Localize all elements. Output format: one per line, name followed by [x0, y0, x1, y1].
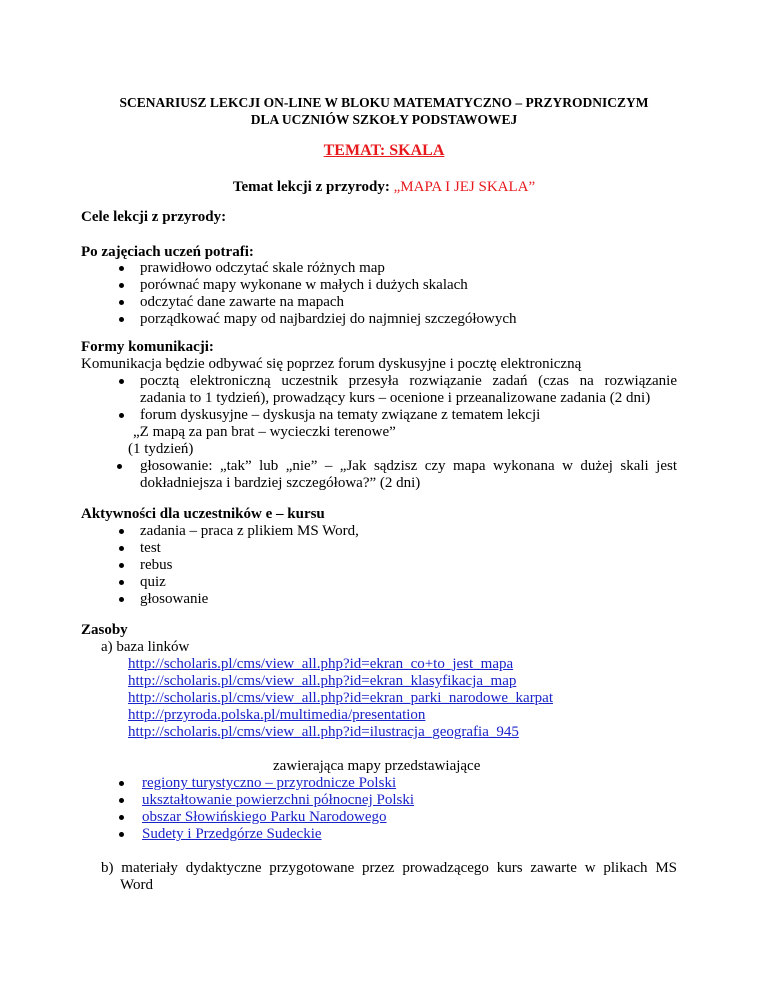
- map-link[interactable]: ukształtowanie powierzchni północnej Polski: [142, 792, 415, 808]
- bullet-icon: [119, 300, 124, 305]
- lesson-topic-line: [0, 178, 768, 196]
- activity-item: zadania – praca z plikiem MS Word,: [140, 523, 359, 539]
- map-link[interactable]: Sudety i Przedgórze Sudeckie: [142, 826, 322, 842]
- bullet-icon: [119, 563, 124, 568]
- communication-item-email-line-1: pocztą elektroniczną uczestnik przesyła rozwiązanie zadań (czas na rozwiązanie: [140, 373, 677, 389]
- resource-link[interactable]: http://przyroda.polska.pl/multimedia/presentation: [128, 707, 426, 723]
- bullet-icon: [119, 283, 124, 288]
- activities-heading: Aktywności dla uczestników e – kursu: [81, 506, 325, 522]
- bullet-icon: [119, 266, 124, 271]
- goals-subheading: Po zajęciach uczeń potrafi:: [81, 244, 254, 260]
- communication-heading: Formy komunikacji:: [81, 339, 214, 355]
- document-title-line-1: SCENARIUSZ LEKCJI ON-LINE W BLOKU MATEMATYCZNO – PRZYRODNICZYM: [119, 95, 649, 110]
- bullet-icon: [119, 317, 124, 322]
- document-title-line-2: DLA UCZNIÓW SZKOŁY PODSTAWOWEJ: [250, 112, 518, 127]
- resource-link[interactable]: http://scholaris.pl/cms/view_all.php?id=ilustracja_geografia_945: [128, 724, 519, 740]
- resources-links-label: a) baza linków: [101, 639, 190, 655]
- map-link[interactable]: regiony turystyczno – przyrodnicze Polski: [142, 775, 397, 791]
- resources-heading: Zasoby: [81, 622, 128, 638]
- goal-item: odczytać dane zawarte na mapach: [140, 294, 345, 310]
- communication-item-forum-line-1: forum dyskusyjne – dyskusja na tematy związane z tematem lekcji: [140, 407, 541, 423]
- resource-link[interactable]: http://scholaris.pl/cms/view_all.php?id=ekran_klasyfikacja_map: [128, 673, 517, 689]
- maps-intro: zawierająca mapy przedstawiające: [273, 758, 481, 774]
- bullet-icon: [119, 546, 124, 551]
- bullet-icon: [119, 529, 124, 534]
- resources-materials-line-2: Word: [120, 877, 153, 893]
- activity-item: quiz: [140, 574, 166, 590]
- bullet-icon: [119, 832, 124, 837]
- communication-intro: Komunikacja będzie odbywać się poprzez forum dyskusyjne i pocztę elektroniczną: [81, 356, 582, 372]
- bullet-icon: [119, 798, 124, 803]
- bullet-icon: [119, 781, 124, 786]
- map-link[interactable]: obszar Słowińskiego Parku Narodowego: [142, 809, 387, 825]
- goal-item: porównać mapy wykonane w małych i dużych skalach: [140, 277, 468, 293]
- resources-materials-line-1: b) materiały dydaktyczne przygotowane przez prowadzącego kurs zawarte w plikach MS: [101, 860, 677, 876]
- communication-item-vote-line-2: dokładniejsza i bardziej szczegółowa?” (2 dni): [140, 475, 421, 491]
- activity-item: głosowanie: [140, 591, 209, 607]
- goal-item: prawidłowo odczytać skale różnych map: [140, 260, 385, 276]
- bullet-icon: [119, 580, 124, 585]
- goals-heading: Cele lekcji z przyrody:: [81, 209, 227, 225]
- resource-link[interactable]: http://scholaris.pl/cms/view_all.php?id=ekran_parki_narodowe_karpat: [128, 690, 554, 706]
- bullet-icon: [119, 379, 124, 384]
- goal-item: porządkować mapy od najbardziej do najmniej szczegółowych: [140, 311, 517, 327]
- activity-item: test: [140, 540, 161, 556]
- communication-item-forum-line-2: „Z mapą za pan brat – wycieczki terenowe”: [133, 424, 396, 440]
- bullet-icon: [119, 815, 124, 820]
- topic-heading: TEMAT: SKALA: [323, 142, 445, 159]
- communication-item-forum-line-3: (1 tydzień): [128, 441, 194, 457]
- lesson-topic-label: Temat lekcji z przyrody:: [232, 179, 390, 195]
- bullet-icon: [119, 597, 124, 602]
- bullet-icon: [119, 413, 124, 418]
- communication-item-email-line-2: zadania to 1 tydzień), prowadzący kurs – ocenione i przeanalizowane zadania (2 dni): [140, 390, 651, 406]
- communication-item-vote-line-1: głosowanie: „tak” lub „nie” – „Jak sądzisz czy mapa wykonana w dużej skali jest: [140, 458, 677, 474]
- bullet-icon: [117, 464, 122, 469]
- lesson-topic-title: „MAPA I JEJ SKALA”: [393, 179, 536, 195]
- activity-item: rebus: [140, 557, 173, 573]
- resource-link[interactable]: http://scholaris.pl/cms/view_all.php?id=ekran_co+to_jest_mapa: [128, 656, 514, 672]
